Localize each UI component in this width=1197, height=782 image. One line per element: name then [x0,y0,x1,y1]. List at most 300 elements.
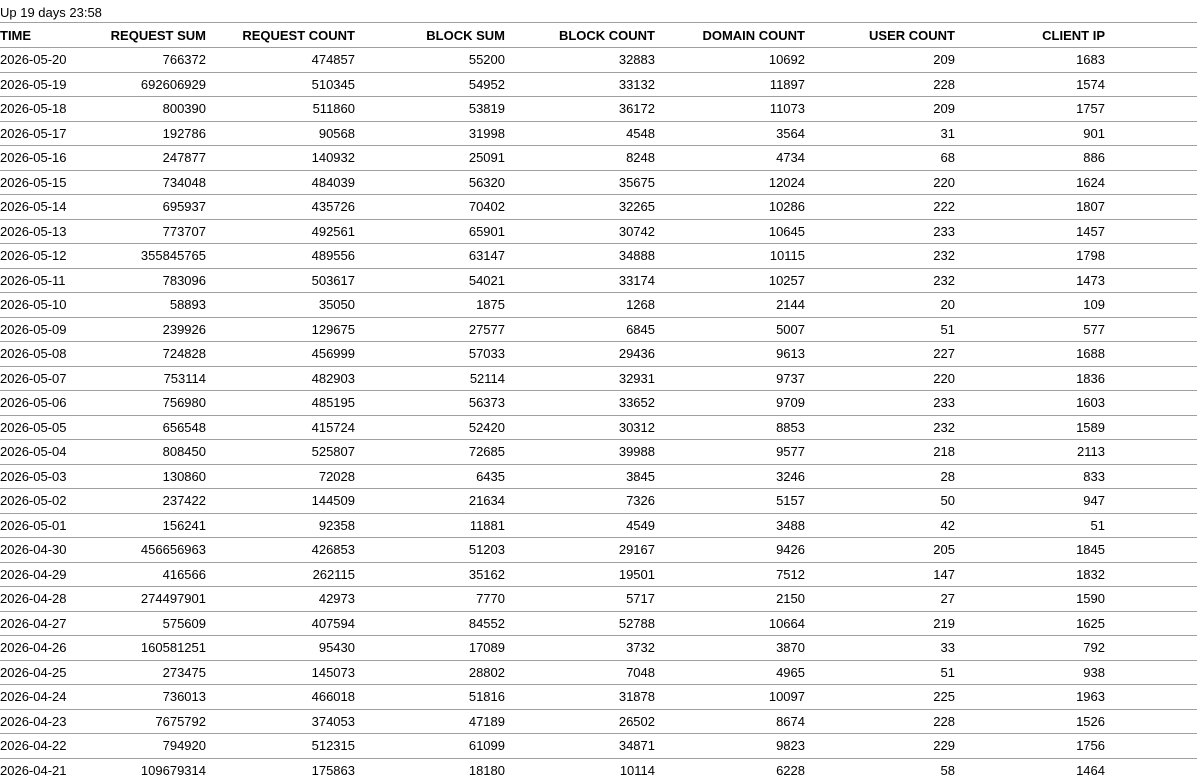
row-spacer [1105,513,1197,538]
cell-time: 2026-05-19 [0,72,92,97]
cell-time: 2026-05-20 [0,48,92,73]
cell-time: 2026-05-13 [0,219,92,244]
cell-request-sum: 656548 [92,415,206,440]
cell-domain-count: 11073 [655,97,805,122]
cell-block-sum: 51203 [355,538,505,563]
cell-time: 2026-05-02 [0,489,92,514]
table-row [0,660,1197,685]
table-row [0,587,1197,612]
cell-client-ip: 1464 [955,758,1105,782]
cell-client-ip: 1457 [955,219,1105,244]
cell-request-sum: 156241 [92,513,206,538]
cell-domain-count: 10645 [655,219,805,244]
cell-block-sum: 54021 [355,268,505,293]
cell-block-count: 6845 [505,317,655,342]
cell-block-sum: 84552 [355,611,505,636]
cell-user-count: 222 [805,195,955,220]
table-row [0,72,1197,97]
cell-client-ip: 1688 [955,342,1105,367]
cell-user-count: 228 [805,709,955,734]
cell-time: 2026-05-05 [0,415,92,440]
cell-request-sum: 808450 [92,440,206,465]
cell-block-count: 29436 [505,342,655,367]
table-row [0,734,1197,759]
cell-block-sum: 51816 [355,685,505,710]
cell-user-count: 232 [805,415,955,440]
table-row [0,195,1197,220]
table-row [0,293,1197,318]
cell-block-count: 8248 [505,146,655,171]
cell-block-count: 32931 [505,366,655,391]
cell-request-sum: 247877 [92,146,206,171]
cell-time: 2026-04-21 [0,758,92,782]
cell-request-sum: 355845765 [92,244,206,269]
cell-request-sum: 456656963 [92,538,206,563]
cell-block-sum: 55200 [355,48,505,73]
cell-block-count: 7326 [505,489,655,514]
cell-time: 2026-04-26 [0,636,92,661]
cell-block-sum: 7770 [355,587,505,612]
cell-user-count: 233 [805,219,955,244]
cell-request-count: 262115 [206,562,355,587]
cell-domain-count: 5157 [655,489,805,514]
cell-request-sum: 416566 [92,562,206,587]
cell-block-count: 19501 [505,562,655,587]
row-spacer [1105,366,1197,391]
cell-domain-count: 3564 [655,121,805,146]
cell-request-sum: 7675792 [92,709,206,734]
cell-domain-count: 9426 [655,538,805,563]
row-spacer [1105,611,1197,636]
cell-user-count: 225 [805,685,955,710]
cell-user-count: 229 [805,734,955,759]
cell-domain-count: 3488 [655,513,805,538]
cell-request-sum: 766372 [92,48,206,73]
cell-client-ip: 901 [955,121,1105,146]
cell-user-count: 33 [805,636,955,661]
cell-request-count: 35050 [206,293,355,318]
cell-user-count: 219 [805,611,955,636]
cell-client-ip: 1526 [955,709,1105,734]
cell-request-count: 456999 [206,342,355,367]
cell-request-sum: 575609 [92,611,206,636]
cell-block-count: 34888 [505,244,655,269]
cell-request-count: 92358 [206,513,355,538]
cell-request-sum: 237422 [92,489,206,514]
cell-request-count: 374053 [206,709,355,734]
table-row [0,489,1197,514]
cell-request-count: 492561 [206,219,355,244]
table-row [0,538,1197,563]
cell-block-sum: 54952 [355,72,505,97]
cell-request-sum: 274497901 [92,587,206,612]
table-row [0,97,1197,122]
cell-time: 2026-05-01 [0,513,92,538]
cell-time: 2026-05-03 [0,464,92,489]
cell-user-count: 68 [805,146,955,171]
cell-request-count: 175863 [206,758,355,782]
cell-time: 2026-05-17 [0,121,92,146]
row-spacer [1105,195,1197,220]
cell-client-ip: 1757 [955,97,1105,122]
column-header-request-sum: REQUEST SUM [92,23,206,48]
cell-domain-count: 2144 [655,293,805,318]
cell-block-sum: 21634 [355,489,505,514]
cell-block-sum: 52420 [355,415,505,440]
cell-block-count: 33652 [505,391,655,416]
cell-block-sum: 61099 [355,734,505,759]
cell-domain-count: 9709 [655,391,805,416]
cell-block-sum: 52114 [355,366,505,391]
table-row [0,268,1197,293]
row-spacer [1105,219,1197,244]
cell-time: 2026-04-22 [0,734,92,759]
cell-block-sum: 70402 [355,195,505,220]
row-spacer [1105,170,1197,195]
cell-user-count: 51 [805,660,955,685]
cell-user-count: 147 [805,562,955,587]
row-spacer [1105,391,1197,416]
cell-request-sum: 109679314 [92,758,206,782]
cell-domain-count: 10097 [655,685,805,710]
cell-client-ip: 1574 [955,72,1105,97]
cell-user-count: 218 [805,440,955,465]
cell-request-count: 510345 [206,72,355,97]
row-spacer [1105,268,1197,293]
row-spacer [1105,293,1197,318]
row-spacer [1105,758,1197,782]
cell-time: 2026-05-06 [0,391,92,416]
row-spacer [1105,244,1197,269]
row-spacer [1105,587,1197,612]
cell-request-count: 466018 [206,685,355,710]
cell-block-count: 30742 [505,219,655,244]
cell-client-ip: 947 [955,489,1105,514]
table-row [0,562,1197,587]
cell-client-ip: 1589 [955,415,1105,440]
row-spacer [1105,146,1197,171]
cell-request-count: 426853 [206,538,355,563]
cell-block-count: 3732 [505,636,655,661]
cell-time: 2026-04-30 [0,538,92,563]
cell-domain-count: 10692 [655,48,805,73]
cell-client-ip: 577 [955,317,1105,342]
table-header [0,23,1197,48]
table-row [0,170,1197,195]
cell-time: 2026-04-29 [0,562,92,587]
table-row [0,636,1197,661]
cell-block-count: 29167 [505,538,655,563]
cell-client-ip: 886 [955,146,1105,171]
cell-block-sum: 28802 [355,660,505,685]
cell-user-count: 233 [805,391,955,416]
header-spacer [1105,23,1197,48]
cell-client-ip: 833 [955,464,1105,489]
cell-block-sum: 18180 [355,758,505,782]
table-row [0,146,1197,171]
cell-block-sum: 17089 [355,636,505,661]
cell-request-sum: 773707 [92,219,206,244]
cell-user-count: 51 [805,317,955,342]
column-header-user-count: USER COUNT [805,23,955,48]
cell-domain-count: 4734 [655,146,805,171]
cell-domain-count: 3246 [655,464,805,489]
row-spacer [1105,660,1197,685]
column-header-time: TIME [0,23,92,48]
cell-block-sum: 63147 [355,244,505,269]
cell-block-sum: 56320 [355,170,505,195]
cell-block-count: 31878 [505,685,655,710]
cell-block-count: 30312 [505,415,655,440]
cell-client-ip: 1807 [955,195,1105,220]
cell-domain-count: 10115 [655,244,805,269]
uptime-status: Up 19 days 23:58 [0,4,102,22]
cell-block-sum: 1875 [355,293,505,318]
cell-request-count: 525807 [206,440,355,465]
cell-block-sum: 27577 [355,317,505,342]
cell-user-count: 232 [805,268,955,293]
cell-request-sum: 692606929 [92,72,206,97]
column-header-block-count: BLOCK COUNT [505,23,655,48]
table-row [0,513,1197,538]
cell-domain-count: 2150 [655,587,805,612]
cell-block-sum: 65901 [355,219,505,244]
cell-client-ip: 51 [955,513,1105,538]
cell-client-ip: 1683 [955,48,1105,73]
cell-domain-count: 8853 [655,415,805,440]
cell-time: 2026-05-09 [0,317,92,342]
cell-user-count: 20 [805,293,955,318]
cell-user-count: 28 [805,464,955,489]
table-row [0,709,1197,734]
cell-domain-count: 10664 [655,611,805,636]
cell-request-sum: 800390 [92,97,206,122]
cell-client-ip: 1603 [955,391,1105,416]
cell-request-sum: 130860 [92,464,206,489]
cell-user-count: 31 [805,121,955,146]
cell-user-count: 209 [805,97,955,122]
row-spacer [1105,317,1197,342]
cell-block-count: 32883 [505,48,655,73]
cell-time: 2026-04-27 [0,611,92,636]
row-spacer [1105,734,1197,759]
cell-request-sum: 753114 [92,366,206,391]
cell-domain-count: 9737 [655,366,805,391]
table-row [0,121,1197,146]
row-spacer [1105,48,1197,73]
cell-request-count: 129675 [206,317,355,342]
cell-domain-count: 7512 [655,562,805,587]
cell-time: 2026-05-15 [0,170,92,195]
cell-block-sum: 35162 [355,562,505,587]
cell-client-ip: 1473 [955,268,1105,293]
column-header-domain-count: DOMAIN COUNT [655,23,805,48]
cell-request-count: 42973 [206,587,355,612]
table-row [0,342,1197,367]
cell-request-count: 511860 [206,97,355,122]
cell-time: 2026-05-08 [0,342,92,367]
cell-user-count: 27 [805,587,955,612]
cell-request-sum: 58893 [92,293,206,318]
row-spacer [1105,685,1197,710]
cell-block-count: 32265 [505,195,655,220]
row-spacer [1105,121,1197,146]
table-row [0,366,1197,391]
cell-client-ip: 1832 [955,562,1105,587]
row-spacer [1105,415,1197,440]
cell-block-count: 34871 [505,734,655,759]
row-spacer [1105,562,1197,587]
cell-time: 2026-05-14 [0,195,92,220]
cell-request-count: 415724 [206,415,355,440]
cell-request-sum: 273475 [92,660,206,685]
cell-request-count: 503617 [206,268,355,293]
table-row [0,464,1197,489]
cell-client-ip: 1845 [955,538,1105,563]
cell-block-count: 26502 [505,709,655,734]
cell-domain-count: 8674 [655,709,805,734]
cell-domain-count: 5007 [655,317,805,342]
column-header-client-ip: CLIENT IP [955,23,1105,48]
cell-block-sum: 31998 [355,121,505,146]
row-spacer [1105,538,1197,563]
cell-domain-count: 9577 [655,440,805,465]
cell-block-sum: 72685 [355,440,505,465]
row-spacer [1105,97,1197,122]
cell-request-count: 407594 [206,611,355,636]
cell-user-count: 50 [805,489,955,514]
cell-client-ip: 109 [955,293,1105,318]
cell-request-count: 435726 [206,195,355,220]
cell-domain-count: 9823 [655,734,805,759]
row-spacer [1105,636,1197,661]
cell-request-sum: 695937 [92,195,206,220]
cell-request-sum: 160581251 [92,636,206,661]
cell-domain-count: 3870 [655,636,805,661]
cell-block-count: 39988 [505,440,655,465]
cell-request-sum: 736013 [92,685,206,710]
cell-block-sum: 11881 [355,513,505,538]
row-spacer [1105,464,1197,489]
cell-client-ip: 1963 [955,685,1105,710]
cell-block-count: 1268 [505,293,655,318]
cell-request-sum: 794920 [92,734,206,759]
cell-time: 2026-05-04 [0,440,92,465]
cell-block-count: 4549 [505,513,655,538]
cell-block-count: 33174 [505,268,655,293]
cell-request-sum: 239926 [92,317,206,342]
cell-request-count: 72028 [206,464,355,489]
cell-domain-count: 6228 [655,758,805,782]
cell-time: 2026-05-10 [0,293,92,318]
cell-block-sum: 25091 [355,146,505,171]
row-spacer [1105,440,1197,465]
cell-domain-count: 9613 [655,342,805,367]
cell-time: 2026-04-23 [0,709,92,734]
cell-request-count: 484039 [206,170,355,195]
cell-time: 2026-04-24 [0,685,92,710]
cell-request-sum: 756980 [92,391,206,416]
cell-request-sum: 783096 [92,268,206,293]
cell-user-count: 42 [805,513,955,538]
cell-user-count: 228 [805,72,955,97]
cell-client-ip: 1798 [955,244,1105,269]
row-spacer [1105,489,1197,514]
cell-block-sum: 47189 [355,709,505,734]
cell-request-count: 489556 [206,244,355,269]
table-row [0,758,1197,782]
cell-block-sum: 53819 [355,97,505,122]
cell-client-ip: 1836 [955,366,1105,391]
table-row [0,219,1197,244]
cell-user-count: 232 [805,244,955,269]
table-row [0,391,1197,416]
cell-user-count: 209 [805,48,955,73]
cell-domain-count: 10286 [655,195,805,220]
cell-client-ip: 1590 [955,587,1105,612]
table-body [0,48,1197,782]
row-spacer [1105,342,1197,367]
cell-request-count: 482903 [206,366,355,391]
cell-block-count: 5717 [505,587,655,612]
cell-request-count: 140932 [206,146,355,171]
cell-client-ip: 1625 [955,611,1105,636]
cell-client-ip: 2113 [955,440,1105,465]
cell-client-ip: 1624 [955,170,1105,195]
table-row [0,440,1197,465]
table-row [0,685,1197,710]
cell-block-count: 36172 [505,97,655,122]
cell-block-sum: 6435 [355,464,505,489]
cell-block-count: 3845 [505,464,655,489]
table-row [0,244,1197,269]
header-row [0,23,1197,48]
cell-time: 2026-05-07 [0,366,92,391]
cell-time: 2026-04-25 [0,660,92,685]
cell-domain-count: 4965 [655,660,805,685]
cell-request-count: 95430 [206,636,355,661]
cell-time: 2026-05-11 [0,268,92,293]
cell-request-count: 512315 [206,734,355,759]
cell-request-count: 145073 [206,660,355,685]
cell-user-count: 227 [805,342,955,367]
table-row [0,48,1197,73]
cell-request-count: 485195 [206,391,355,416]
cell-request-count: 144509 [206,489,355,514]
table-row [0,611,1197,636]
cell-request-count: 474857 [206,48,355,73]
cell-client-ip: 938 [955,660,1105,685]
cell-block-count: 7048 [505,660,655,685]
cell-time: 2026-05-12 [0,244,92,269]
cell-request-sum: 734048 [92,170,206,195]
cell-block-count: 10114 [505,758,655,782]
cell-user-count: 58 [805,758,955,782]
cell-domain-count: 11897 [655,72,805,97]
row-spacer [1105,72,1197,97]
cell-block-sum: 57033 [355,342,505,367]
table-row [0,317,1197,342]
cell-block-count: 35675 [505,170,655,195]
cell-request-count: 90568 [206,121,355,146]
cell-block-count: 33132 [505,72,655,97]
cell-domain-count: 12024 [655,170,805,195]
cell-user-count: 220 [805,366,955,391]
cell-domain-count: 10257 [655,268,805,293]
cell-request-sum: 192786 [92,121,206,146]
cell-time: 2026-04-28 [0,587,92,612]
column-header-block-sum: BLOCK SUM [355,23,505,48]
